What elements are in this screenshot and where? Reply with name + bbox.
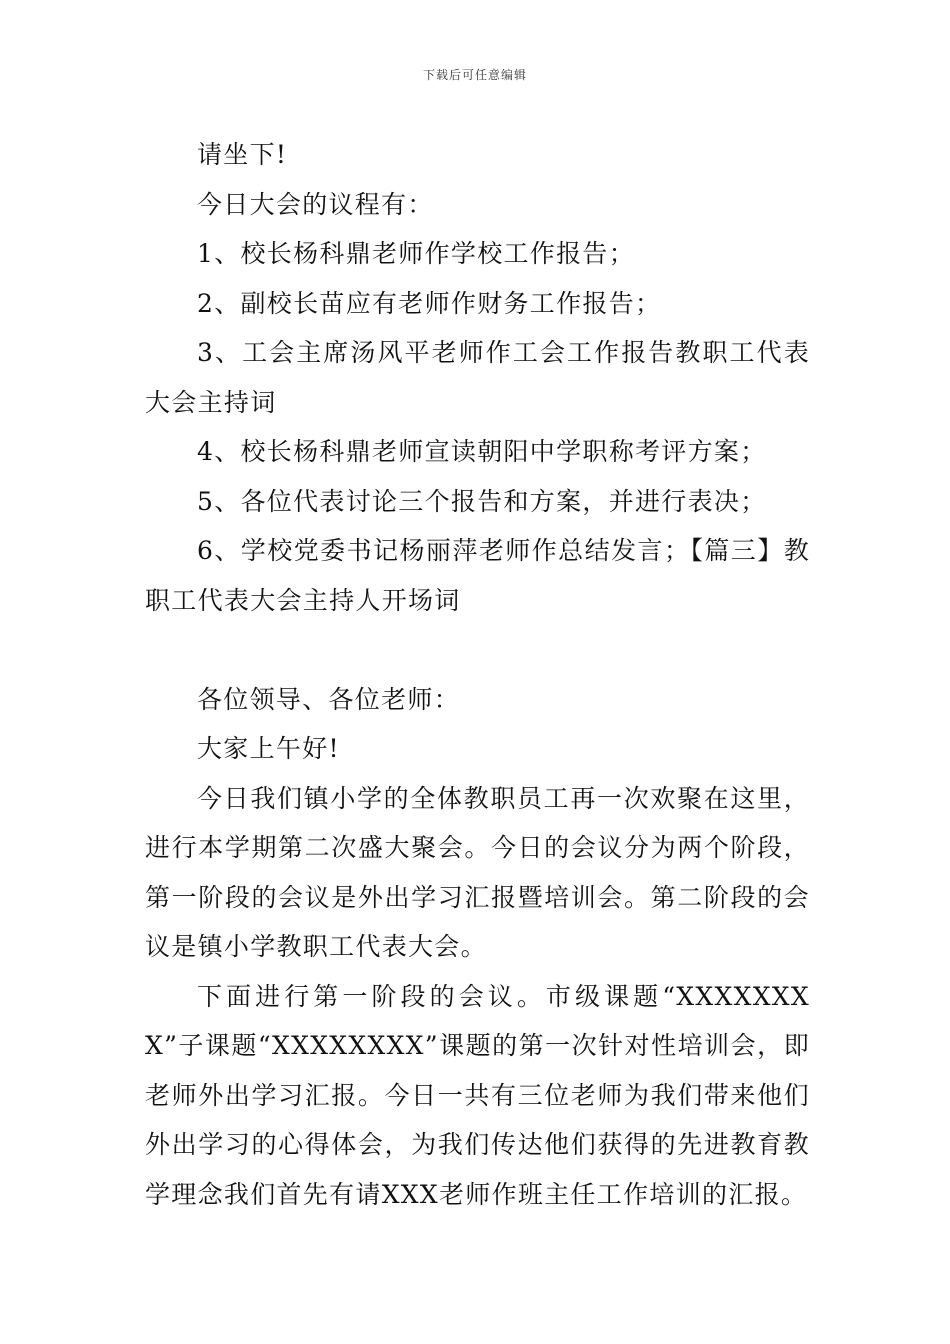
agenda-item-1: 1、校长杨科鼎老师作学校工作报告； (197, 239, 636, 268)
agenda-item-6: 6、学校党委书记杨丽萍老师作总结发言；【篇三】教职工代表大会主持人开场词 (145, 536, 810, 615)
agenda-item-2: 2、副校长苗应有老师作财务工作报告； (197, 288, 662, 318)
salutation: 各位领导、各位老师： (197, 684, 461, 714)
document-body (145, 130, 810, 1219)
header-note: 下载后可任意编辑 (422, 68, 527, 82)
agenda-item-5: 5、各位代表讨论三个报告和方案，并进行表决； (197, 486, 767, 516)
agenda-item-4: 4、校长杨科鼎老师宣读朝阳中学职称考评方案； (197, 437, 767, 466)
paragraph-spacer (145, 625, 810, 675)
paragraph-agenda-intro: 今日大会的议程有： (197, 189, 434, 219)
greeting: 大家上午好! (197, 734, 340, 763)
paragraph-first-stage: 下面进行第一阶段的会议。市级课题“XXXXXXXX”子课题“XXXXXXXX”课题的第一次针对性培训会，即老师外出学习汇报。今日一共有三位老师为我们带来他们外出学习的心得体会，为我们传达他们获得的先进教育教学理念我们首先有请XXX老师作班主任工作培训的汇报。 (145, 981, 810, 1209)
paragraph-meeting-intro: 今日我们镇小学的全体教职员工再一次欢聚在这里，进行本学期第二次盛大聚会。今日的会议分为两个阶段，第一阶段的会议是外出学习汇报暨培训会。第二阶段的会议是镇小学教职工代表大会。 (145, 783, 810, 961)
paragraph-please-sit: 请坐下! (197, 140, 288, 169)
agenda-item-3: 3、工会主席汤风平老师作工会工作报告教职工代表大会主持词 (145, 338, 810, 417)
